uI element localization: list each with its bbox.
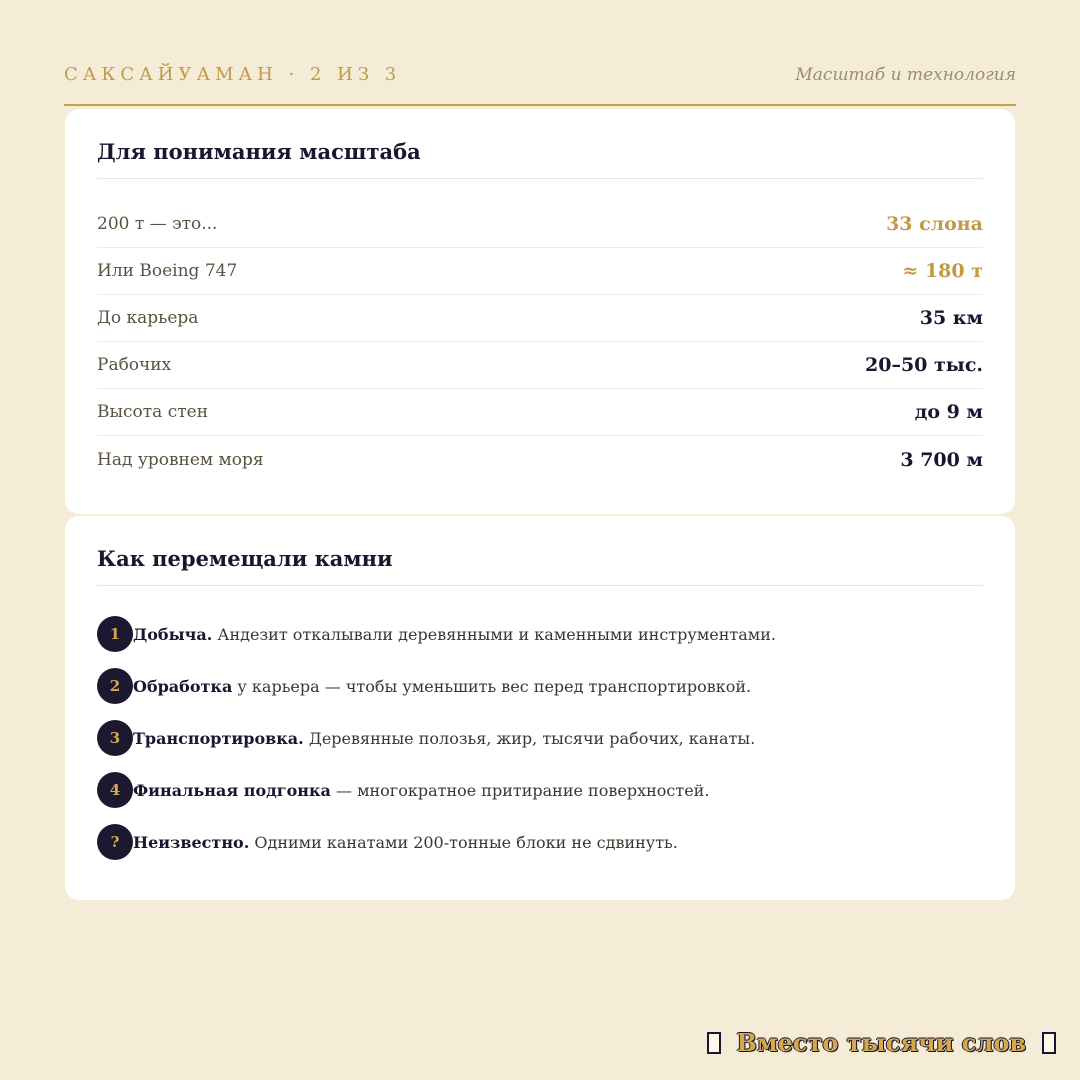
table-row xyxy=(97,389,983,436)
step-text xyxy=(133,677,751,696)
step-text xyxy=(133,625,776,644)
list-item xyxy=(97,816,983,868)
move-card-title: Как перемещали камни xyxy=(97,546,983,586)
move-card xyxy=(65,516,1015,900)
row-value: 3 700 м xyxy=(900,448,983,471)
row-value: 35 км xyxy=(919,307,983,329)
row-label: До карьера xyxy=(97,308,199,328)
step-title: Транспортировка. xyxy=(133,728,304,748)
row-label: Или Boeing 747 xyxy=(97,261,238,281)
list-item xyxy=(97,608,983,660)
brand-name: Вместо тысячи слов xyxy=(736,1028,1026,1057)
table-row xyxy=(97,201,983,248)
row-value: 33 слона xyxy=(886,213,983,235)
table-row xyxy=(97,248,983,295)
header xyxy=(64,58,1016,106)
step-title: Обработка xyxy=(133,676,233,696)
row-value: до 9 м xyxy=(914,401,983,423)
step-description: у карьера — чтобы уменьшить вес перед транспортировкой. xyxy=(232,676,752,696)
step-text xyxy=(133,833,678,852)
row-label: 200 т — это... xyxy=(97,214,218,234)
step-number-badge: 1 xyxy=(97,616,133,652)
footer-brand xyxy=(707,1028,1056,1057)
step-number-badge: 2 xyxy=(97,668,133,704)
step-title: Добыча. xyxy=(133,624,213,644)
series-label: САКСАЙУАМАН · 2 ИЗ 3 xyxy=(64,64,402,85)
step-text xyxy=(133,781,709,800)
row-label: Высота стен xyxy=(97,402,209,422)
table-row xyxy=(97,342,983,389)
row-value: ≈ 180 т xyxy=(902,260,983,282)
step-number-badge: ? xyxy=(97,824,133,860)
table-row xyxy=(97,295,983,342)
list-item xyxy=(97,764,983,816)
book-icon xyxy=(1042,1032,1056,1054)
step-title: Финальная подгонка xyxy=(133,780,331,800)
step-number-badge: 4 xyxy=(97,772,133,808)
list-item xyxy=(97,660,983,712)
section-subtitle: Масштаб и технология xyxy=(795,65,1016,85)
step-title: Неизвестно. xyxy=(133,832,250,852)
step-description: Деревянные полозья, жир, тысячи рабочих, канаты. xyxy=(303,728,756,748)
step-text xyxy=(133,729,755,748)
step-description: Одними канатами 200-тонные блоки не сдвинуть. xyxy=(249,832,678,852)
steps-list xyxy=(97,608,983,868)
row-value: 20–50 тыс. xyxy=(865,354,983,376)
step-number-badge: 3 xyxy=(97,720,133,756)
list-item xyxy=(97,712,983,764)
scale-table xyxy=(97,201,983,483)
row-label: Над уровнем моря xyxy=(97,449,264,470)
table-row xyxy=(97,436,983,483)
scale-card xyxy=(65,109,1015,514)
row-label: Рабочих xyxy=(97,355,172,375)
book-icon xyxy=(707,1032,721,1054)
scale-card-title: Для понимания масштаба xyxy=(97,139,983,179)
step-description: — многократное притирание поверхностей. xyxy=(330,780,710,800)
step-description: Андезит откалывали деревянными и каменными инструментами. xyxy=(212,624,776,644)
